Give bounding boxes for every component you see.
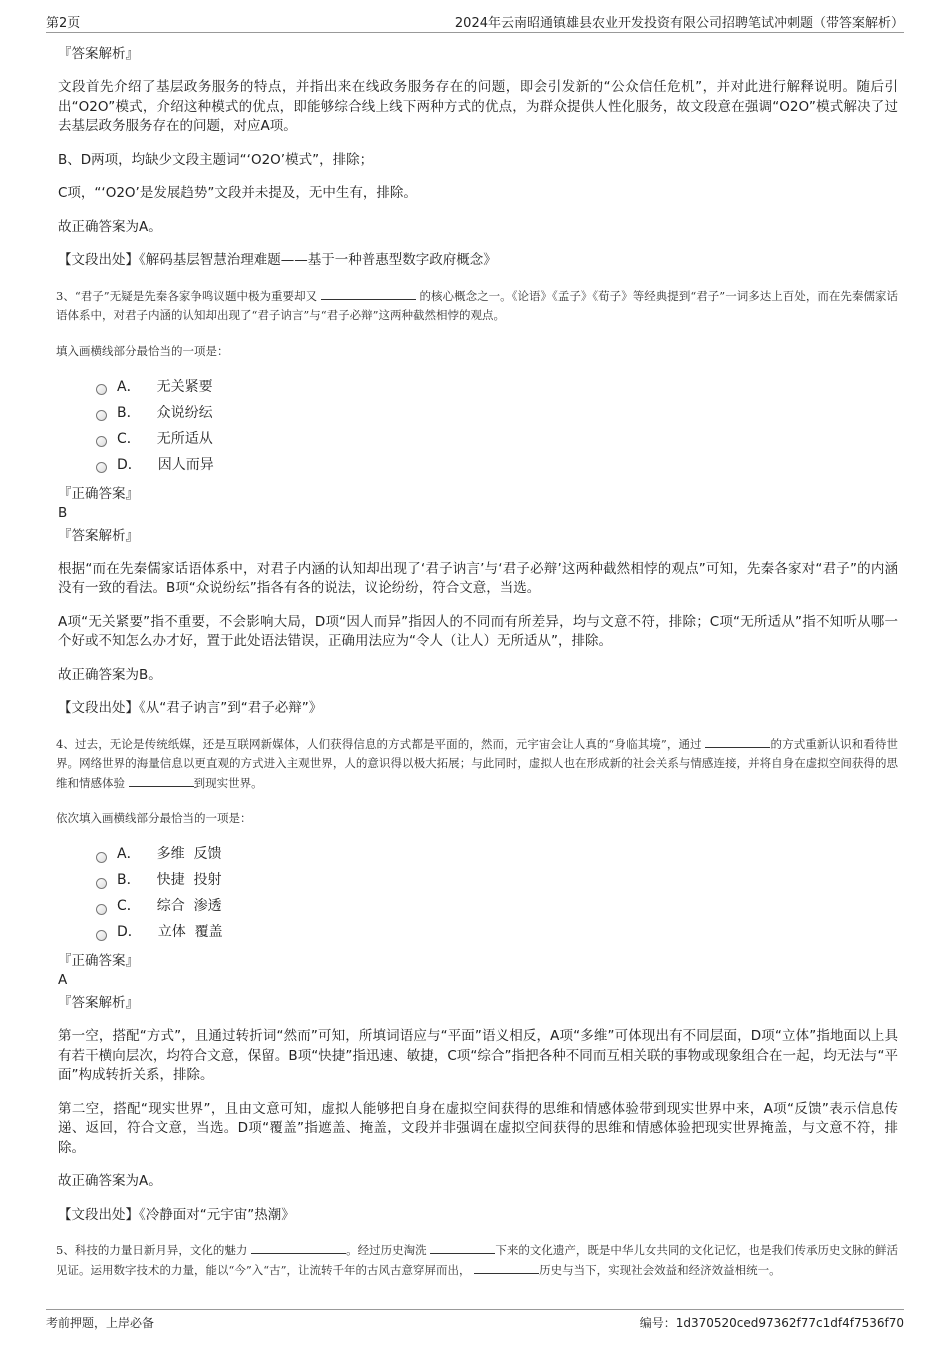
correct-answer: B — [58, 504, 68, 521]
option-a[interactable]: A． 多维 反馈 — [96, 841, 898, 867]
question-3-text: 3、“君子”无疑是先秦各家争鸣议题中极为重要却又 的核心概念之一。《论语》《孟子》《荀子》等经典提到“君子”一词多达上百处，而在先秦儒家话语体系中，对君子内涵的认知却出现了“君子讷言”与“君子必辩”这两种截然相悖的观点。 — [56, 288, 899, 322]
source-citation: 【文段出处】《从“君子讷言”到“君子必辩”》 — [58, 700, 323, 716]
analysis-paragraph: 第二空，搭配“现实世界”，且由文意可知，虚拟人能够把自身在虚拟空间获得的思维和情感体验带到现实世界中来，A项“反馈”表示信息传递、返回，符合文意，当选。D项“覆盖”指遮盖、掩盖，文段并非强调在虚拟空间获得的思维和情感体验把现实世界掩盖，与文意不符，排除。 — [58, 1100, 898, 1156]
correct-answer: A — [58, 972, 68, 988]
analysis-paragraph: 第一空，搭配“方式”，且通过转折词“然而”可知，所填词语应与“平面”语义相反，A项“多维”可体现出有不同层面，D项“立体”指地面以上具有若干横向层次，均符合文意，保留。B项“快捷”指迅速、敏捷，C项“综合”指把各种不同而互相关联的事物或现象组合在一起，均无法与“平面”构成转折关系，排除。 — [58, 1028, 898, 1083]
question-4-text: 4、过去，无论是传统纸媒，还是互联网新媒体，人们获得信息的方式都是平面的，然而，元宇宙会让人真的“身临其境”，通过 的方式重新认识和看待世界。网络世界的海量信息以更直观的方式进入主观世界，人的意识得以极大拓展；与此同时，虚拟人也在形成新的社会关系与情感连接，并将自身在虚拟空间获得的思维和情感体验 到现实世界。 — [56, 736, 899, 790]
analysis-label: 『答案解析』 — [58, 527, 139, 544]
document-id: 编号：1d370520ced97362f77c1df4f7536f70 — [639, 1316, 904, 1330]
document-body — [56, 44, 898, 1280]
radio-icon[interactable] — [96, 930, 107, 941]
analysis-label: 『答案解析』 — [58, 46, 139, 62]
question-3-prompt: 填入画横线部分最恰当的一项是： — [56, 343, 229, 358]
fill-blank — [705, 735, 770, 748]
radio-icon[interactable] — [96, 410, 107, 421]
source-citation: 【文段出处】《解码基层智慧治理难题——基于一种普惠型数字政府概念》 — [58, 252, 497, 268]
radio-icon[interactable] — [96, 852, 107, 863]
option-b[interactable]: B． 众说纷纭 — [96, 400, 898, 426]
option-b[interactable]: B． 快捷 投射 — [96, 867, 898, 893]
analysis-paragraph: 文段首先介绍了基层政务服务的特点，并指出来在线政务服务存在的问题，即会引发新的“公众信任危机”，并对此进行解释说明。随后引出“O2O”模式，介绍这种模式的优点，即能够综合线上线下两种方式的优点，为群众提供人性化服务，故文段意在强调“O2O”模式解决了过去基层政务服务存在的问题，对应A项。 — [58, 79, 898, 134]
fill-blank — [321, 287, 416, 300]
analysis-label: 『答案解析』 — [58, 995, 139, 1011]
radio-icon[interactable] — [96, 436, 107, 447]
analysis-paragraph: 故正确答案为A。 — [58, 218, 162, 235]
radio-icon[interactable] — [96, 462, 107, 473]
analysis-paragraph: 故正确答案为A。 — [58, 1173, 162, 1189]
radio-icon[interactable] — [96, 904, 107, 915]
page-header — [46, 12, 904, 33]
analysis-paragraph: 故正确答案为B。 — [58, 666, 162, 683]
analysis-paragraph: B、D两项，均缺少文段主题词“‘O2O’模式”，排除； — [58, 151, 374, 168]
correct-answer-label: 『正确答案』 — [58, 953, 139, 969]
document-title: 2024年云南昭通镇雄县农业开发投资有限公司招聘笔试冲刺题（带答案解析） — [454, 16, 904, 31]
source-citation: 【文段出处】《冷静面对“元宇宙”热潮》 — [58, 1206, 295, 1223]
option-d[interactable]: D． 立体 覆盖 — [96, 919, 898, 945]
question-3-options — [96, 374, 898, 478]
fill-blank — [474, 1261, 539, 1274]
fill-blank — [430, 1241, 495, 1254]
fill-blank — [251, 1241, 346, 1254]
analysis-paragraph: A项“无关紧要”指不重要，不会影响大局，D项“因人而异”指因人的不同而有所差异，均与文意不符，排除；C项“无所适从”指不知听从哪一个好或不知怎么办才好，置于此处语法错误，正确用法应为“令人（让人）无所适从”，排除。 — [58, 613, 898, 649]
analysis-paragraph: C项，“‘O2O’是发展趋势”文段并未提及，无中生有，排除。 — [58, 185, 417, 201]
page-number: 第2页 — [46, 16, 81, 31]
question-4-options — [96, 841, 898, 945]
fill-blank — [129, 774, 194, 787]
option-c[interactable]: C． 无所适从 — [96, 426, 898, 452]
correct-answer-label: 『正确答案』 — [58, 485, 139, 502]
question-5-text: 5、科技的力量日新月异，文化的魅力 。经过历史淘洗 下来的文化遗产，既是中华儿女共同的文化记忆，也是我们传承历史文脉的鲜活见证。运用数字技术的力量，能以“今”入“古”，让流转千年的古风古意穿屏而出， 历史与当下，实现社会效益和经济效益相统一。 — [56, 1243, 899, 1277]
option-a[interactable]: A． 无关紧要 — [96, 374, 898, 400]
analysis-paragraph: 根据“而在先秦儒家话语体系中，对君子内涵的认知却出现了‘君子讷言’与‘君子必辩’这两种截然相悖的观点”可知，先秦各家对“君子”的内涵没有一致的看法。B项“众说纷纭”指各有各的说法，议论纷纷，符合文意，当选。 — [58, 560, 898, 596]
footer-slogan: 考前押题，上岸必备 — [46, 1316, 155, 1330]
radio-icon[interactable] — [96, 878, 107, 889]
question-4-prompt: 依次填入画横线部分最恰当的一项是： — [56, 811, 252, 825]
option-c[interactable]: C． 综合 渗透 — [96, 893, 898, 919]
option-d[interactable]: D． 因人而异 — [96, 452, 898, 478]
page-footer — [46, 1309, 904, 1332]
radio-icon[interactable] — [96, 384, 107, 395]
